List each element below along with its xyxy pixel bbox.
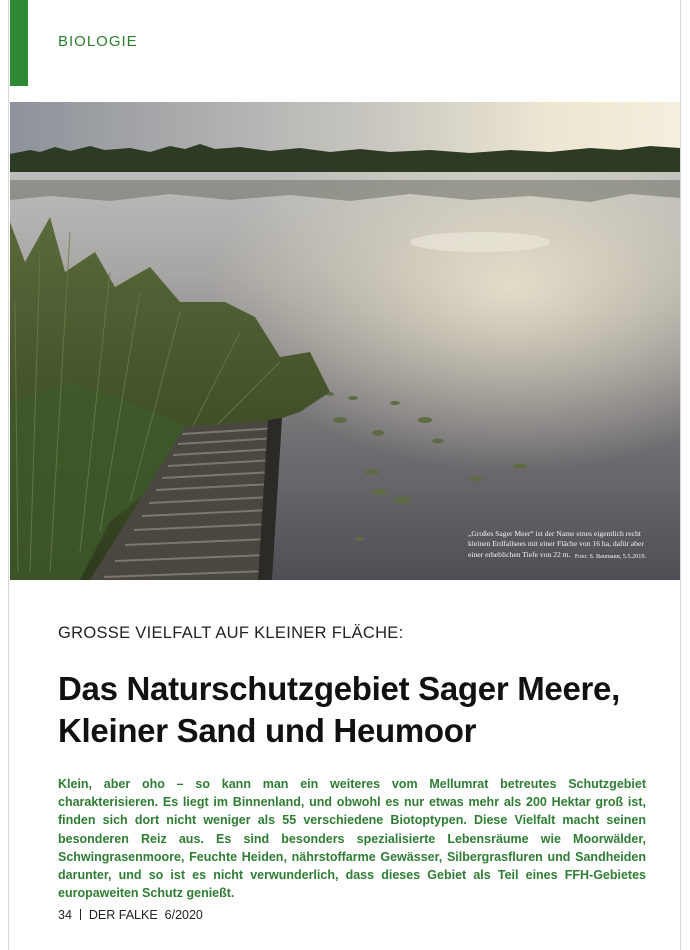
caption-text: „Großes Sager Meer“ ist der Name eines eigentlich recht kleinen Erdfallsees mit einer Fläche von 16 ha, dafür aber einer erheblichen Tiefe von 22 m.: [468, 529, 644, 559]
issue-number: 6/2020: [164, 908, 203, 922]
article-lead: Klein, aber oho – so kann man ein weiteres vom Mellumrat betreutes Schutzgebiet charakterisieren. Es liegt im Binnenland, und obwohl es nur etwas mehr als 200 Hektar groß ist, finden sich dort nicht weniger als 55 verschiedene Biotoptypen. Diese Vielfalt macht seinen besonderen Reiz aus. Es sind besonders spezialisierte Lebensräume wie Moorwälder, Schwingrasenmoore, Feuchte Heiden, nährstoffarme Gewässer, Silbergrasfluren und Sandheiden darunter, und so ist es nicht verwunderlich, dass dieses Gebiet als Teil eines FFH-Gebietes europaweiten Schutz genießt.: [58, 777, 646, 901]
footer-separator: [80, 909, 81, 920]
page-footer: [58, 908, 203, 922]
article-kicker: GROSSE VIELFALT AUF KLEINER FLÄCHE:: [58, 624, 404, 642]
photo-credit: Foto: S. Baumann, 5.5.2019.: [574, 552, 646, 560]
page-number: 34: [58, 908, 72, 922]
magazine-name: DER FALKE: [88, 908, 158, 922]
section-label: BIOLOGIE: [58, 33, 138, 50]
article-headline: Das Naturschutzgebiet Sager Meere, Kleiner Sand und Heumoor: [58, 670, 620, 749]
photo-caption: [468, 529, 646, 562]
section-color-bar: [10, 0, 28, 86]
lake-photo: [10, 102, 680, 580]
